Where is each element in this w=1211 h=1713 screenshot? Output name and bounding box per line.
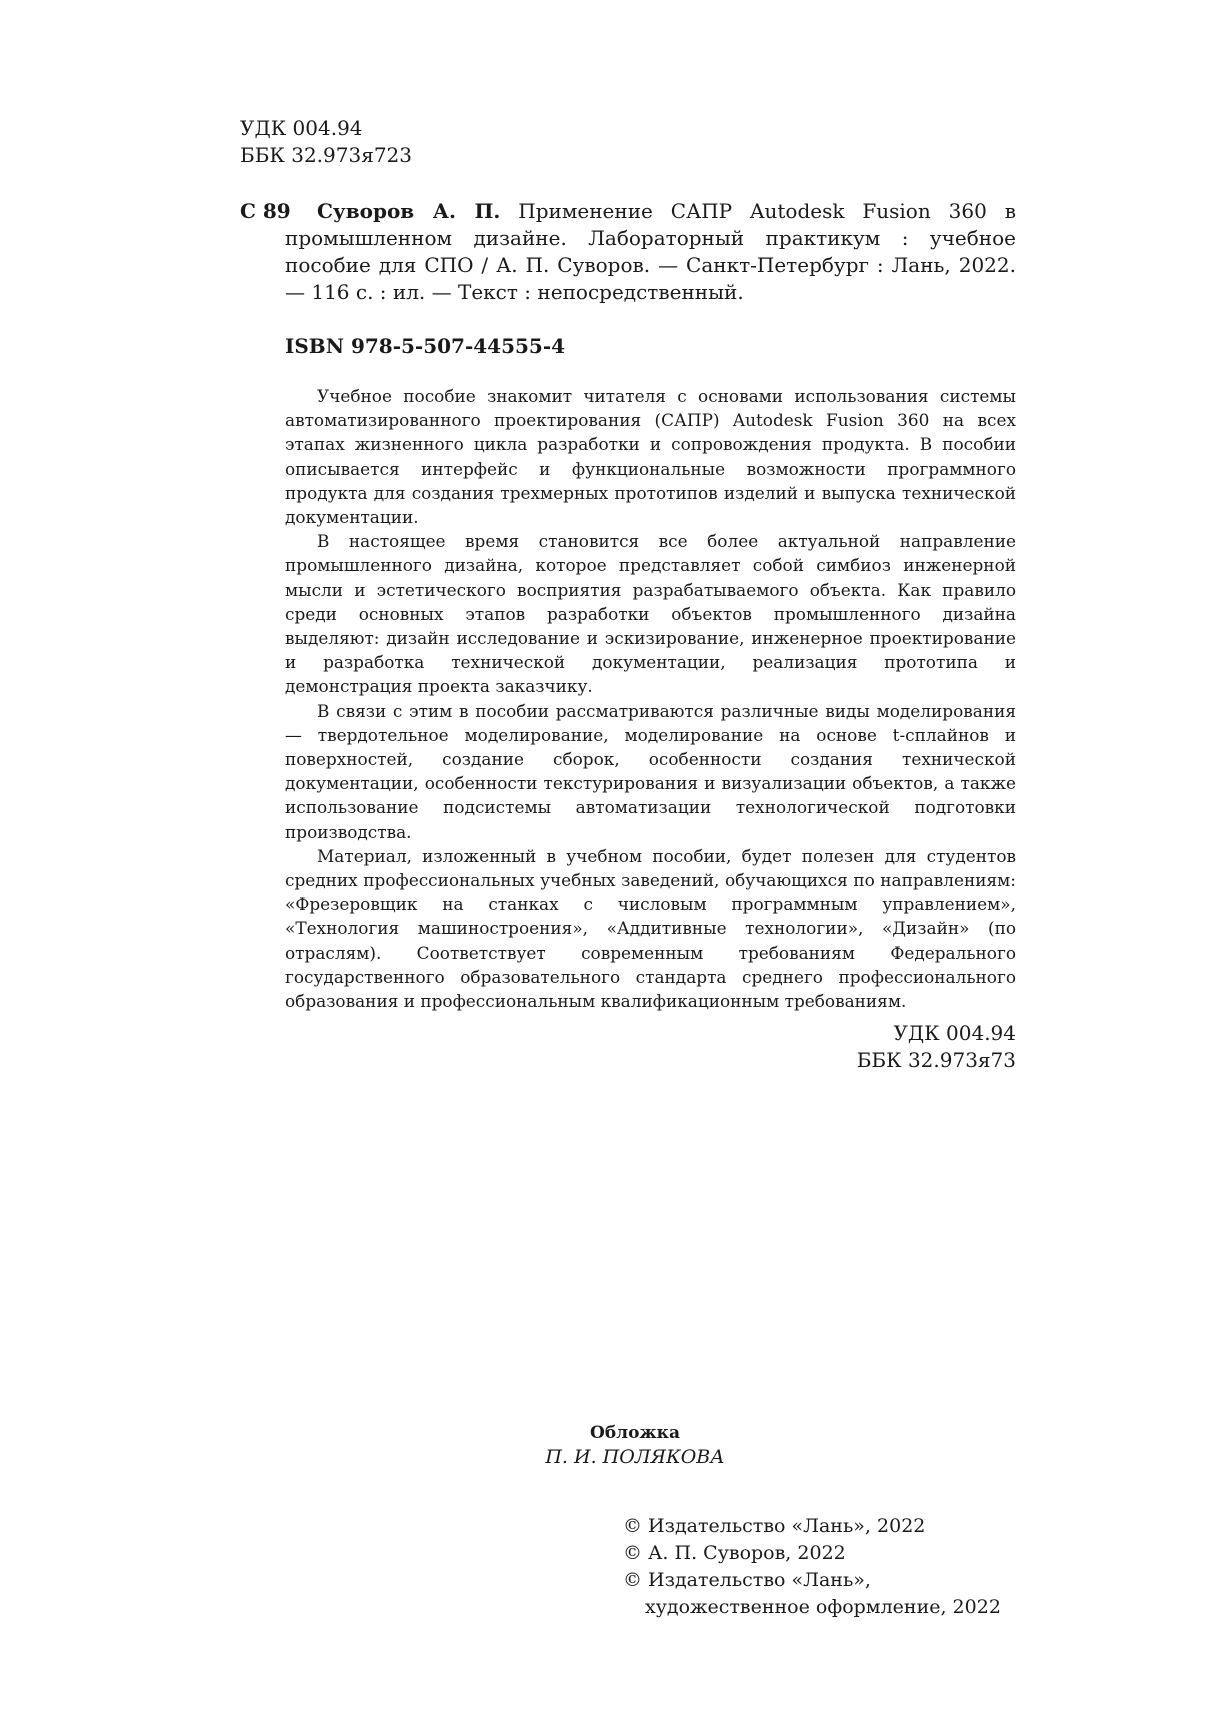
annotation-paragraph: Материал, изложенный в учебном пособии, будет полезен для студентов средних профессиональных учебных заведений, обучающихся по направлениям: «Фрезеровщик на станках с числовым программным управлением», «Технология машиностроения», «Аддитивные технологии», «Дизайн» (по отраслям). Соответствует современным требованиям Федерального государственного образовательного стандарта среднего профессионального образования и профессиональным квалификационным требованиям. — [285, 845, 1016, 1012]
author-sign-code: С 89 — [240, 199, 291, 223]
copyright-line: © Издательство «Лань», — [623, 1569, 871, 1591]
author-name: Суворов А. П. — [317, 199, 501, 223]
bibliographic-record — [240, 198, 1016, 306]
cover-credit — [510, 1421, 760, 1469]
annotation-paragraph: Учебное пособие знакомит читателя с основами использования системы автоматизированного проектирования (САПР) Autodesk Fusion 360 на всех этапах жизненного цикла разработки и сопровождения продукта. В пособии описывается интерфейс и функциональные возможности программного продукта для создания трехмерных прототипов изделий и выпуска технической документации. — [285, 386, 1016, 528]
bbk-code: ББК 32.973я723 — [240, 143, 413, 167]
isbn: ISBN 978-5-507-44555-4 — [285, 334, 566, 358]
bbk-code: ББК 32.973я73 — [856, 1048, 1016, 1072]
udk-code: УДК 004.94 — [893, 1021, 1016, 1045]
copyright-line: © А. П. Суворов, 2022 — [623, 1542, 846, 1564]
publication-details: Применение САПР Autodesk Fusion 360 в промышленном дизайне. Лабораторный практикум : учебное пособие для СПО / А. П. Суворов. — Санкт-Петербург : Лань, 2022. — 116 с. : ил. — Текст : непосредственный. — [285, 199, 1016, 304]
copyright-notices — [623, 1513, 1001, 1621]
cover-label: Обложка — [590, 1423, 680, 1443]
classification-codes-bottom — [857, 1020, 1016, 1074]
annotation-paragraph: В настоящее время становится все более актуальной направление промышленного дизайна, которое представляет собой симбиоз инженерной мысли и эстетического восприятия разрабатываемого объекта. Как правило среди основных этапов разработки объектов промышленного дизайна выделяют: дизайн исследование и эскизирование, инженерное проектирование и разработка технической документации, реализация прототипа и демонстрация проекта заказчику. — [285, 531, 1016, 697]
cover-designer: П. И. ПОЛЯКОВА — [545, 1446, 725, 1468]
udk-code: УДК 004.94 — [240, 116, 363, 140]
bibliographic-description — [285, 198, 1016, 306]
annotation — [285, 384, 1016, 1013]
classification-codes-top — [240, 115, 412, 169]
copyright-line: © Издательство «Лань», 2022 — [623, 1515, 926, 1537]
annotation-paragraph: В связи с этим в пособии рассматриваются различные виды моделирования — твердотельное моделирование, моделирование на основе t-сплайнов и поверхностей, создание сборок, особенности создания технической документации, особенности текстурирования и визуализации объектов, а также использование подсистемы автоматизации технологической подготовки производства. — [285, 700, 1016, 842]
copyright-line: художественное оформление, 2022 — [645, 1596, 1001, 1618]
